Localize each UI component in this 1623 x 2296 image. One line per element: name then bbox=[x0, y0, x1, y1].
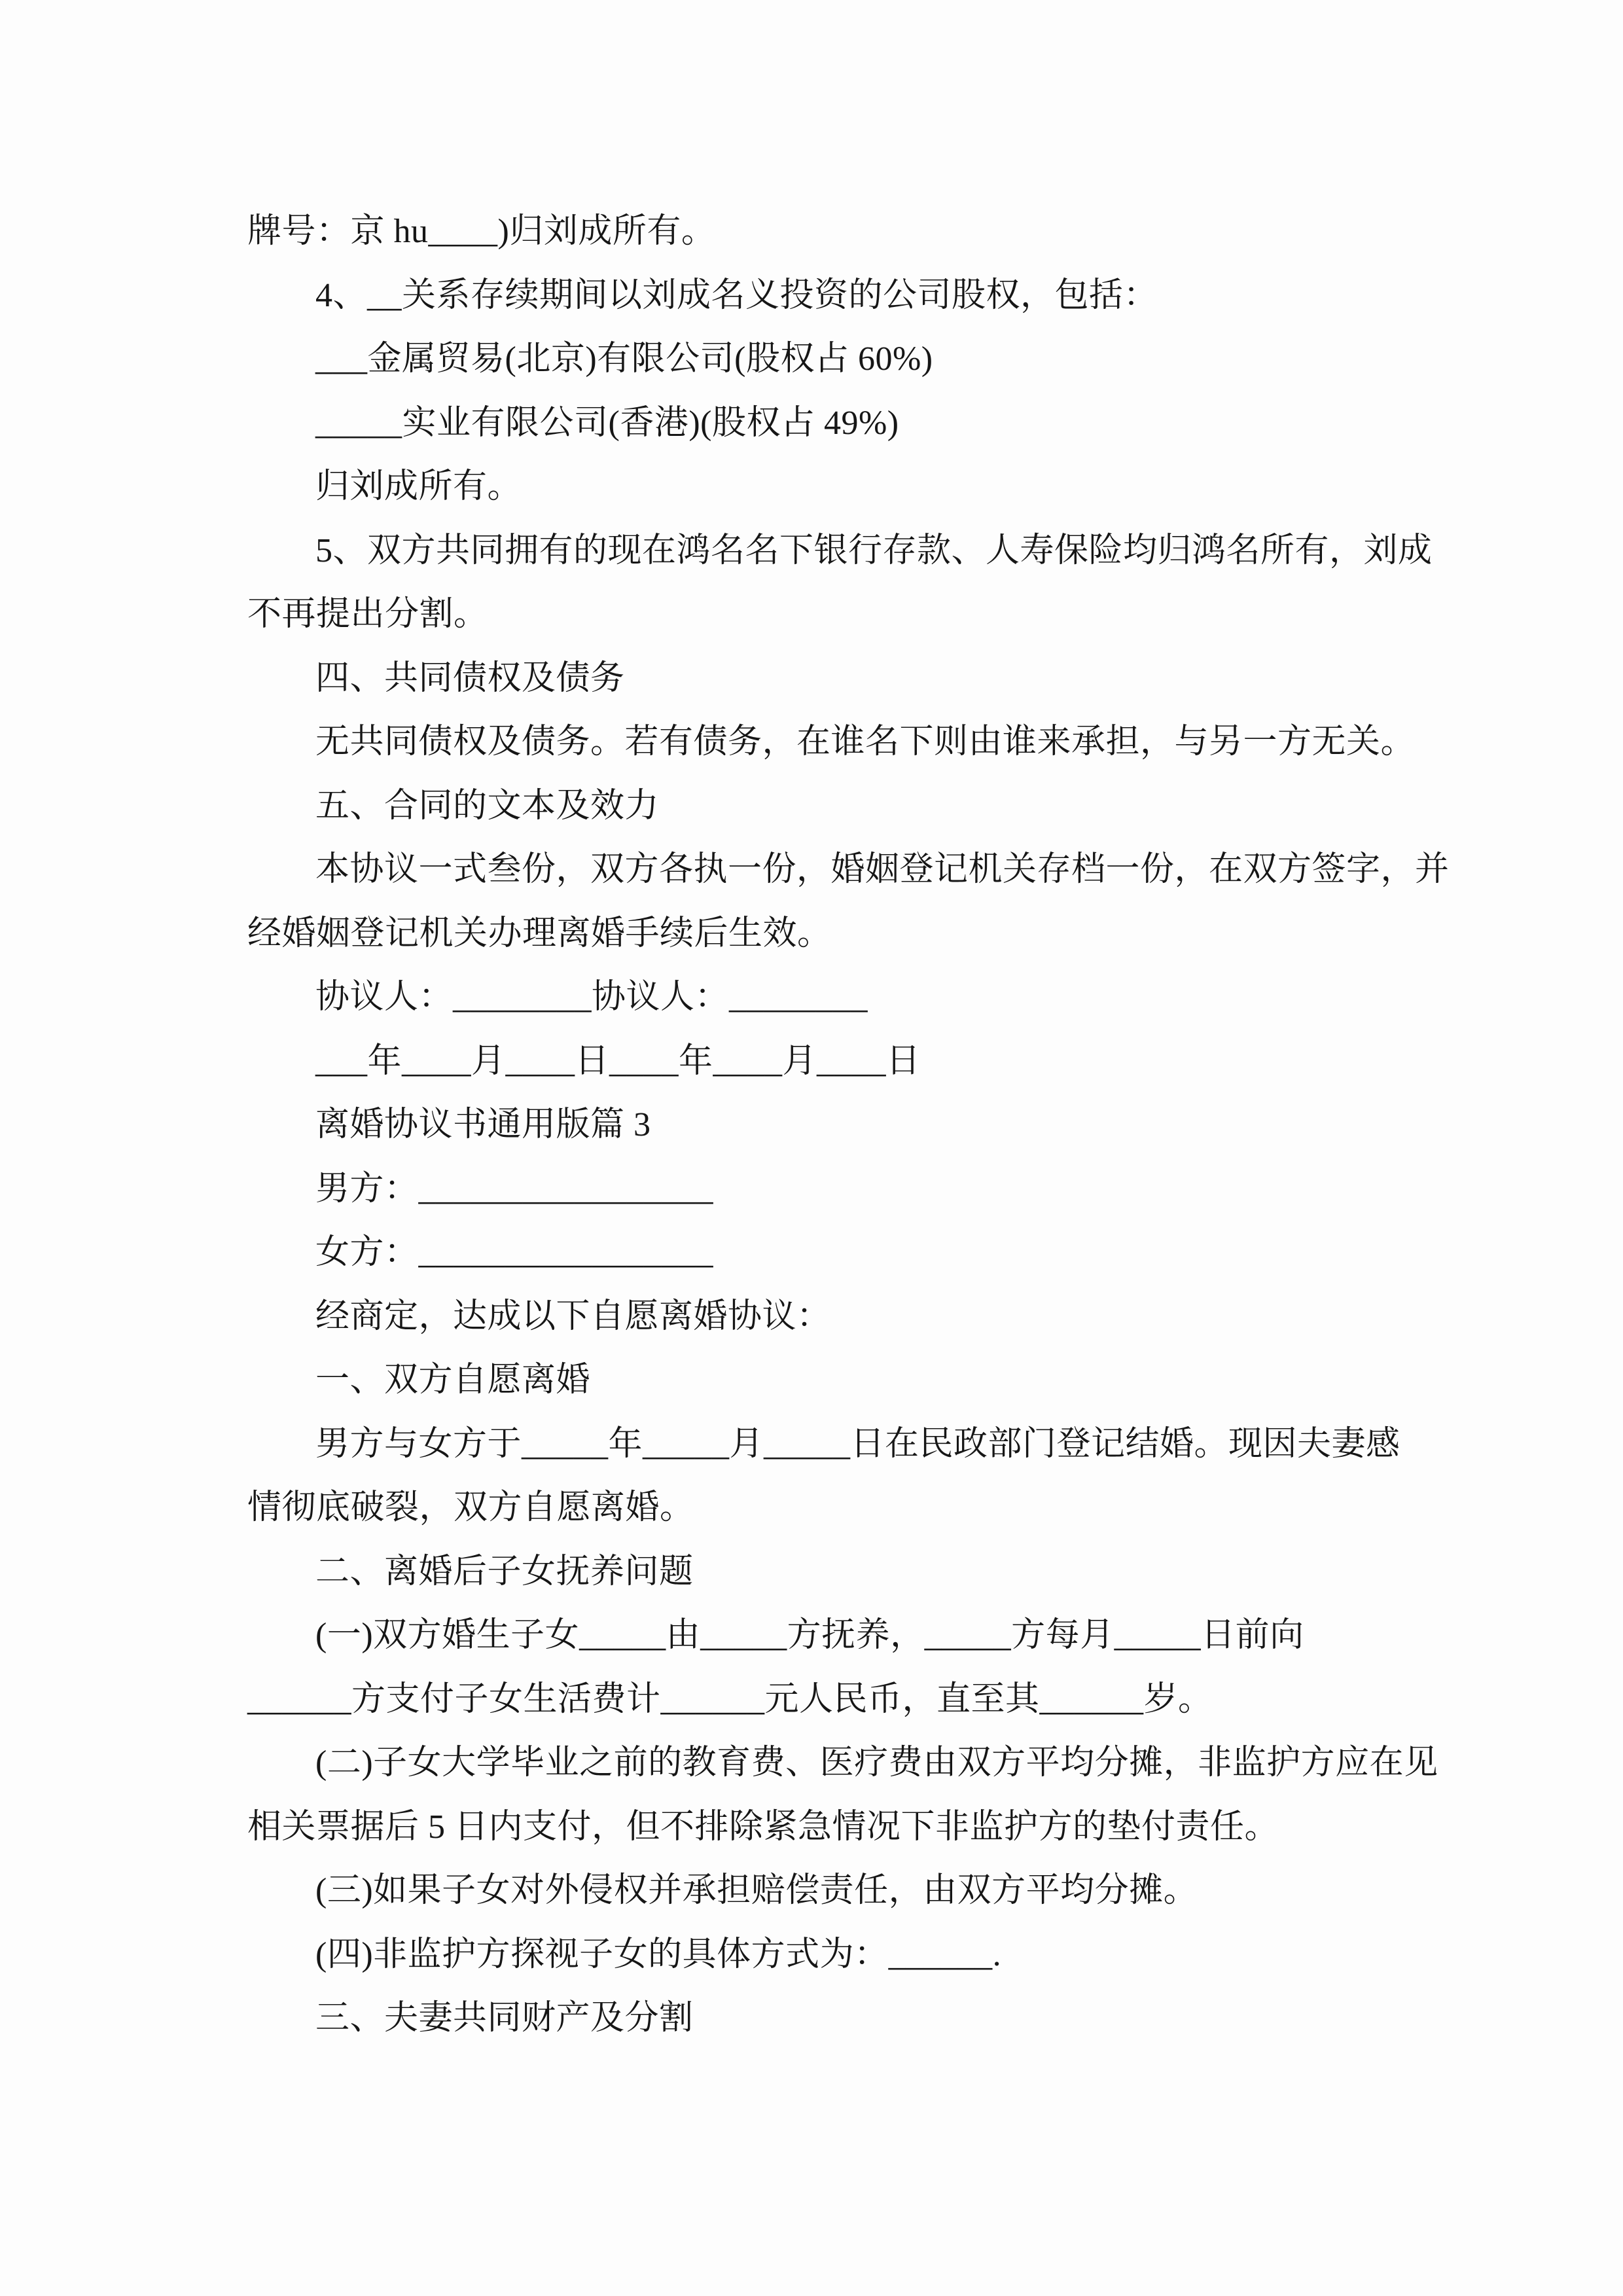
text-line: 男方与女方于_____年_____月_____日在民政部门登记结婚。现因夫妻感 bbox=[315, 1426, 1400, 1463]
text-line: 二、离婚后子女抚养问题 bbox=[315, 1553, 694, 1590]
text-line: (一)双方婚生子女_____由_____方抚养，_____方每月_____日前向 bbox=[315, 1617, 1304, 1654]
text-line: (四)非监护方探视子女的具体方式为：______. bbox=[315, 1936, 1002, 1973]
text-line: 女方：_________________ bbox=[315, 1234, 714, 1271]
text-line: 三、夫妻共同财产及分割 bbox=[315, 2000, 694, 2037]
text-line: 归刘成所有。 bbox=[315, 468, 522, 505]
text-line: 协议人：________协议人：________ bbox=[315, 978, 868, 1016]
text-line: _____实业有限公司(香港)(股权占 49%) bbox=[315, 404, 899, 442]
text-line: 4、__关系存续期间以刘成名义投资的公司股权，包括： bbox=[315, 277, 1158, 314]
text-line: 离婚协议书通用版篇 3 bbox=[315, 1106, 651, 1143]
text-line: 男方：_________________ bbox=[315, 1170, 714, 1208]
text-line: 无共同债权及债务。若有债务，在谁名下则由谁来承担，与另一方无关。 bbox=[315, 723, 1416, 761]
text-line: ___金属贸易(北京)有限公司(股权占 60%) bbox=[315, 340, 933, 378]
text-line: (三)如果子女对外侵权并承担赔偿责任，由双方平均分摊。 bbox=[315, 1872, 1198, 1909]
text-line: 情彻底破裂，双方自愿离婚。 bbox=[247, 1489, 694, 1526]
text-line: 五、合同的文本及效力 bbox=[315, 787, 660, 825]
text-line: 不再提出分割。 bbox=[247, 596, 488, 633]
text-line: ______方支付子女生活费计______元人民币，直至其______岁。 bbox=[247, 1681, 1213, 1718]
text-line: 本协议一式叁份，双方各执一份，婚姻登记机关存档一份，在双方签字，并 bbox=[315, 851, 1450, 888]
text-line: 四、共同债权及债务 bbox=[315, 660, 625, 697]
text-line: 5、双方共同拥有的现在鸿名名下银行存款、人寿保险均归鸿名所有，刘成 bbox=[315, 532, 1433, 569]
text-line: 相关票据后 5 日内支付，但不排除紧急情况下非监护方的垫付责任。 bbox=[247, 1808, 1279, 1846]
text-line: (二)子女大学毕业之前的教育费、医疗费由双方平均分摊，非监护方应在见 bbox=[315, 1744, 1438, 1782]
text-line: ___年____月____日____年____月____日 bbox=[315, 1043, 921, 1080]
text-line: 经婚姻登记机关办理离婚手续后生效。 bbox=[247, 915, 832, 952]
text-line: 牌号：京 hu____)归刘成所有。 bbox=[247, 213, 716, 250]
text-line: 一、双方自愿离婚 bbox=[315, 1361, 591, 1399]
text-line: 经商定，达成以下自愿离婚协议： bbox=[315, 1298, 831, 1335]
